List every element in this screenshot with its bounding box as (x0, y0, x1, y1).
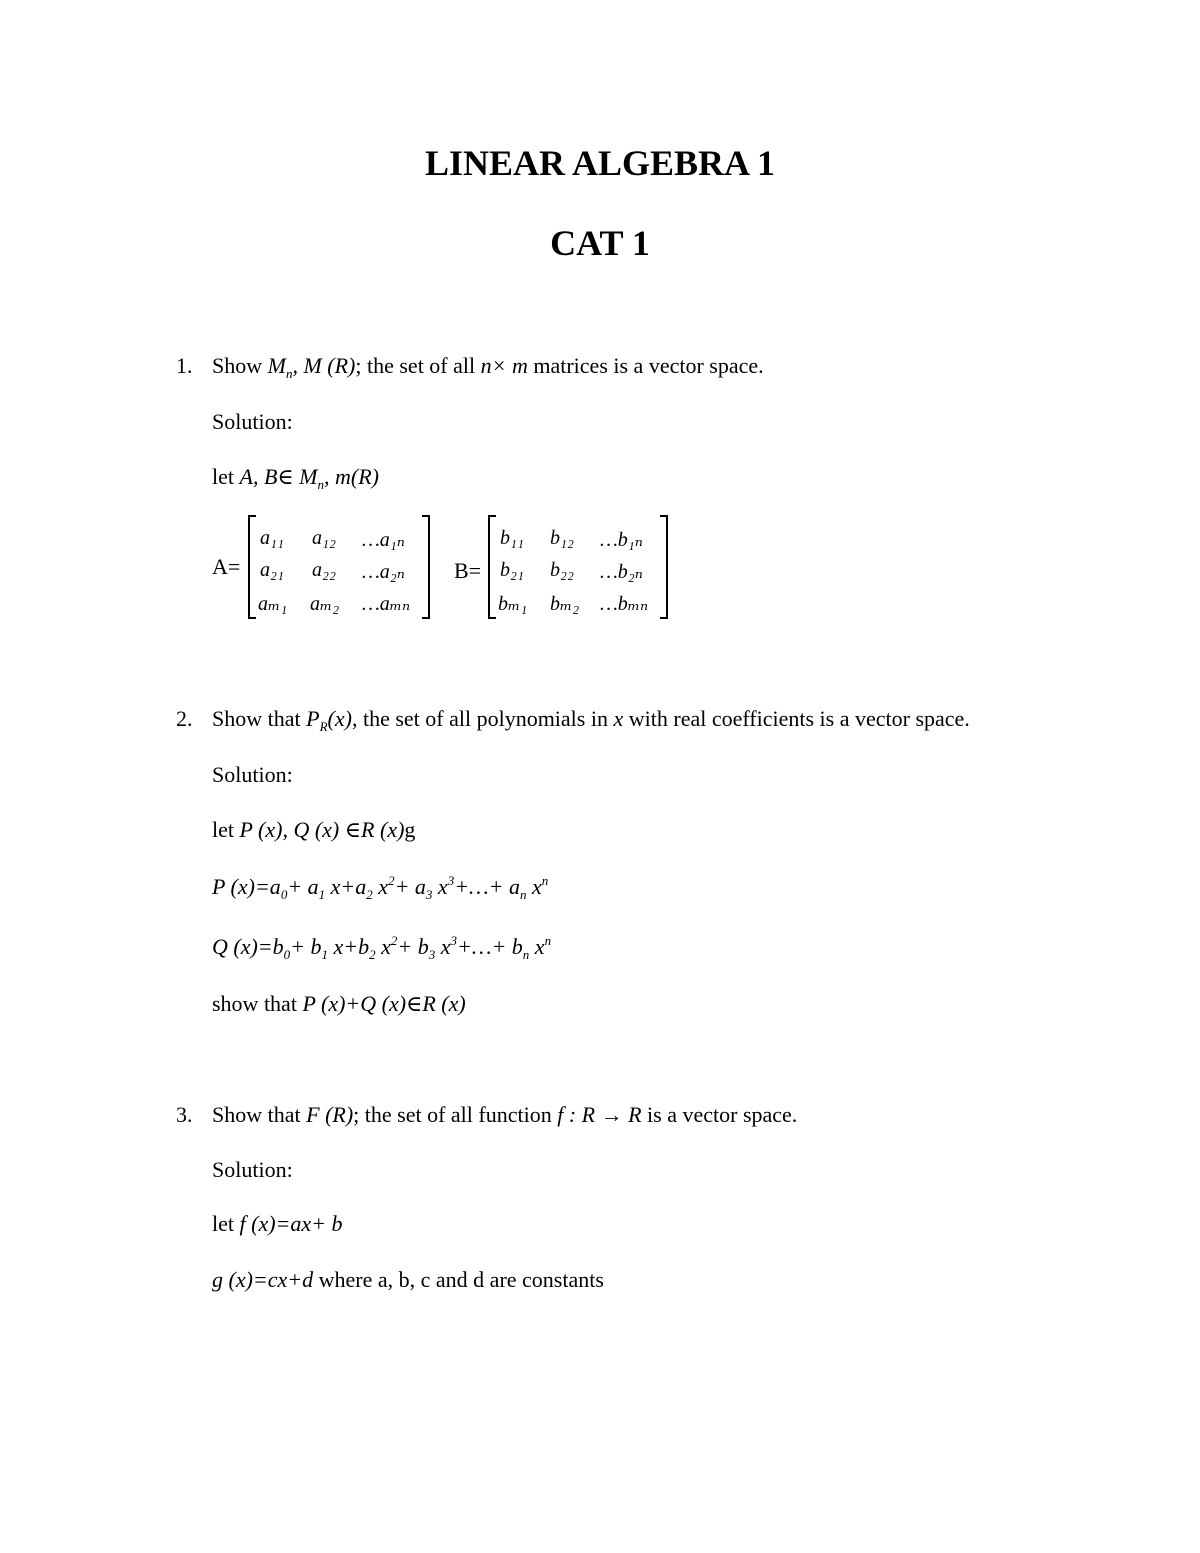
matrix-b-cell: b₁₂ (550, 527, 574, 549)
matrix-b-cell: …bₘₙ (600, 593, 649, 615)
matrix-a-cell: …a₁ₙ (362, 529, 405, 551)
q2-let-line: let P (x), Q (x) ∈R (x)g (212, 817, 416, 842)
q1-text-tail: matrices is a vector space. (533, 353, 764, 378)
q2-show-line: show that P (x)+Q (x)∈R (x) (212, 991, 466, 1016)
document-subtitle: CAT 1 (550, 223, 650, 263)
q1-nxm: n× m (480, 353, 528, 378)
matrix-a-cell: a₂₁ (260, 559, 284, 581)
matrix-b (488, 515, 668, 621)
matrix-a-cell: …aₘₙ (362, 593, 411, 615)
matrix-b-label: B= (454, 558, 482, 583)
q2-solution-label: Solution: (212, 762, 293, 787)
matrix-a-cell: aₘ₁ (258, 593, 288, 615)
q2-px-equation: P $(x)=a_0+ a_1$ $x+a_2$ $x^2+ a_3$ $x^3+\dots+ a_n$ $x^n$ (212, 873, 549, 902)
q1-math-set: $M_n$, M (R) (267, 353, 356, 381)
q3-let-line: let f (x)=ax+ b (212, 1211, 343, 1236)
q2-qx-equation: Q $(x)=b_0+ b_1$ $x+b_2$ $x^2+ b_3$ $x^3+\dots+ b_n$ $x^n$ (212, 933, 552, 962)
q1-statement (212, 351, 764, 381)
q1-number: 1. (176, 353, 193, 378)
matrix-a-cell: aₘ₂ (310, 593, 340, 615)
matrix-b-cell: b₁₁ (500, 527, 524, 549)
matrix-a-cell: …a₂ₙ (362, 561, 405, 583)
matrix-b-cell: b₂₁ (500, 559, 524, 581)
matrix-b-cell: …b₂ₙ (600, 561, 643, 583)
matrix-b-cell: …b₁ₙ (600, 529, 643, 551)
matrix-a-cell: a₁₁ (260, 527, 284, 549)
document-title: LINEAR ALGEBRA 1 (424, 143, 776, 183)
q3-number: 3. (176, 1102, 193, 1127)
q1-show-text: Show (212, 353, 263, 378)
q3-solution-label: Solution: (212, 1157, 293, 1182)
q2-number: 2. (176, 706, 193, 731)
matrix-a (248, 515, 430, 621)
q3-gx-line: g (x)=cx+d where a, b, c and d are constants (212, 1267, 604, 1292)
matrix-b-cell: bₘ₁ (498, 593, 528, 615)
matrix-a-cell: a₂₂ (312, 559, 336, 581)
matrix-a-label: A= (212, 554, 241, 579)
matrix-b-cell: bₘ₂ (550, 593, 580, 615)
q3-statement: Show that F (R); the set of all function f : R → R is a vector space. (212, 1102, 798, 1127)
q1-text-rest: ; the set of all (355, 353, 476, 378)
q2-statement: Show that $P_R(x)$, the set of all polynomials in x with real coefficients is a vector space. (212, 706, 970, 734)
matrix-a-cell: a₁₂ (312, 527, 336, 549)
matrix-b-cell: b₂₂ (550, 559, 574, 581)
q1-let-line: let A, B∈ $M_n$, m(R) (212, 464, 379, 492)
q1-solution-label: Solution: (212, 409, 293, 434)
